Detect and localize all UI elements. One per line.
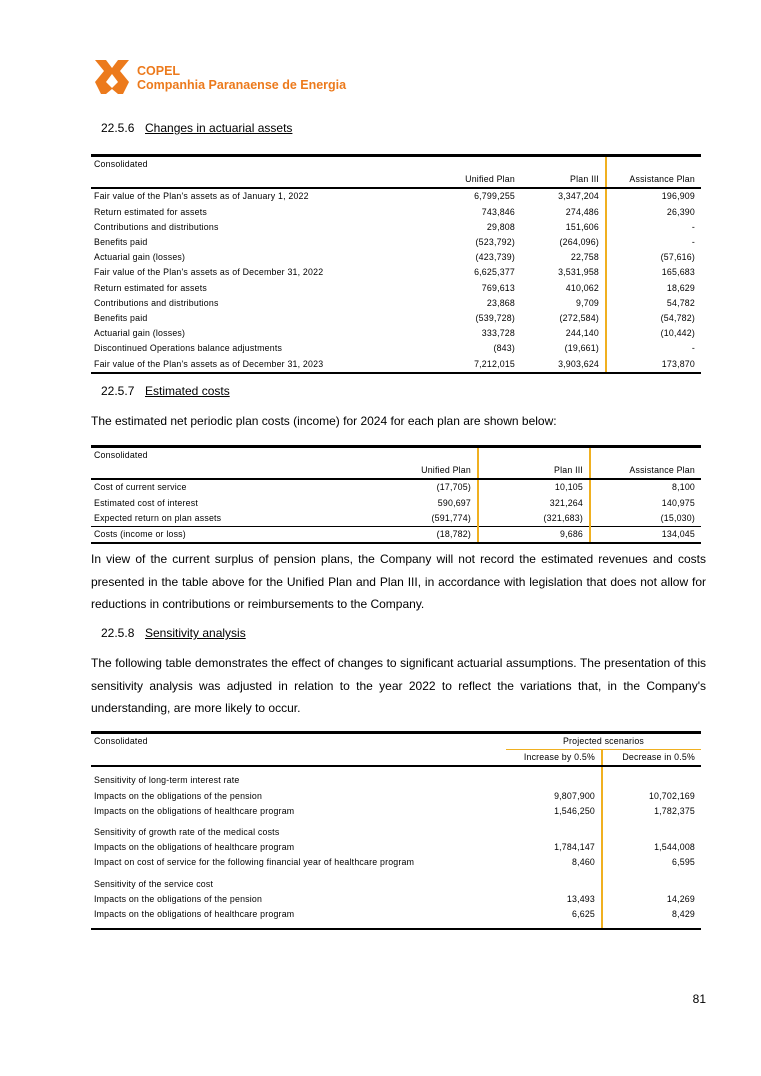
value-cell: (539,728) [475, 313, 515, 324]
value-cell: (272,584) [521, 311, 606, 326]
value-cell: 6,595 [671, 857, 695, 868]
group-title: Sensitivity of growth rate of the medical costs [94, 827, 280, 838]
column-header: Unified Plan [431, 172, 521, 188]
table-row [91, 840, 701, 855]
group-title: Sensitivity of long-term interest rate [94, 775, 240, 786]
value-cell: 743,846 [481, 206, 515, 217]
logo-name: COPEL [137, 64, 181, 78]
table-row [91, 235, 701, 250]
table-row [91, 357, 701, 373]
row-label: Estimated cost of interest [94, 497, 198, 508]
table-total-row [91, 527, 701, 544]
group-title-row [91, 825, 701, 840]
section-title: Changes in actuarial assets [145, 121, 293, 135]
column-header: Increase by 0.5% [506, 750, 602, 767]
table-row [91, 341, 701, 356]
column-header: Unified Plan [391, 463, 478, 479]
value-cell: 23,868 [486, 297, 515, 308]
table-row [91, 855, 701, 870]
value-cell: 3,531,958 [521, 265, 606, 280]
table-label: Consolidated [91, 733, 506, 750]
row-label: Fair value of the Plan's assets as of December 31, 2022 [94, 267, 324, 278]
table-body [91, 766, 701, 929]
value-cell: 8,429 [671, 909, 695, 920]
value-cell: 165,683 [661, 267, 695, 278]
row-label: Return estimated for assets [94, 282, 207, 293]
table-label-row [91, 733, 701, 750]
value-cell: 1,546,250 [506, 804, 602, 819]
row-label: Cost of current service [94, 482, 187, 493]
value-cell: (57,616) [660, 252, 695, 263]
value-cell: (54,782) [660, 313, 695, 324]
total-cell: (18,782) [391, 527, 478, 544]
estimated-costs-table [91, 445, 701, 544]
table-label: Consolidated [91, 447, 391, 464]
row-label: Return estimated for assets [94, 206, 207, 217]
section-title: Sensitivity analysis [145, 626, 246, 640]
group-header: Projected scenarios [506, 733, 701, 750]
value-cell: 1,784,147 [506, 840, 602, 855]
row-label: Benefits paid [94, 313, 148, 324]
value-cell: - [691, 237, 695, 248]
section-heading-sensitivity [101, 626, 246, 640]
row-label: Impacts on the obligations of the pension [94, 893, 263, 904]
total-cell: 9,686 [478, 527, 590, 544]
value-cell: 1,544,008 [654, 842, 695, 853]
table-body [91, 188, 701, 372]
row-label: Benefits paid [94, 237, 148, 248]
table-header-row [91, 463, 701, 479]
group-title-row [91, 773, 701, 788]
value-cell: 140,975 [661, 497, 695, 508]
value-cell: 6,799,255 [474, 191, 515, 202]
section-heading-estimated-costs [101, 384, 230, 398]
row-label: Expected return on plan assets [94, 512, 222, 523]
page-number: 81 [692, 992, 706, 1006]
column-header: Plan III [521, 172, 606, 188]
value-cell: 1,782,375 [654, 805, 695, 816]
value-cell: 244,140 [521, 326, 606, 341]
table-row [91, 296, 701, 311]
logo-company-name: Companhia Paranaense de Energia [137, 78, 347, 92]
total-cell: 134,045 [590, 527, 701, 544]
table-row [91, 281, 701, 296]
value-cell: 29,808 [486, 221, 515, 232]
value-cell: (591,774) [391, 511, 478, 527]
table-row [91, 250, 701, 265]
row-label: Fair value of the Plan's assets as of January 1, 2022 [94, 191, 309, 202]
value-cell: 333,728 [481, 328, 515, 339]
column-header: Assistance Plan [606, 172, 701, 188]
value-cell: 321,264 [478, 496, 590, 511]
value-cell: 3,347,204 [521, 188, 606, 204]
row-label: Impacts on the obligations of the pension [94, 790, 263, 801]
value-cell: 410,062 [521, 281, 606, 296]
table-row [91, 188, 701, 204]
value-cell: - [691, 343, 695, 354]
table-row [91, 311, 701, 326]
value-cell: 769,613 [481, 282, 515, 293]
value-cell: (15,030) [660, 512, 695, 523]
section-number: 22.5.8 [101, 626, 135, 640]
column-header: Decrease in 0.5% [602, 750, 701, 767]
row-label: Actuarial gain (losses) [94, 328, 186, 339]
estimated-costs-note: In view of the current surplus of pension plans, the Company will not record the estimated revenues and costs presented in the table above for the Unified Plan and Plan III, in accordance with legislation that does not allow for reductions in contributions or reimbursements to the Company. [91, 552, 706, 611]
value-cell: 6,625 [506, 907, 602, 922]
table-row [91, 789, 701, 804]
value-cell: (19,661) [521, 341, 606, 356]
value-cell: 173,870 [606, 357, 701, 373]
value-cell: - [691, 221, 695, 232]
spacer-row [91, 766, 701, 773]
row-label: Contributions and distributions [94, 297, 219, 308]
value-cell: 9,709 [521, 296, 606, 311]
row-label: Contributions and distributions [94, 221, 219, 232]
value-cell: (423,739) [475, 252, 515, 263]
value-cell: 14,269 [666, 893, 695, 904]
sensitivity-table [91, 731, 701, 930]
value-cell: 18,629 [666, 282, 695, 293]
table-header-row [91, 172, 701, 188]
table-row [91, 496, 701, 511]
table-body [91, 479, 701, 526]
value-cell: 8,100 [671, 482, 695, 493]
row-label: Discontinued Operations balance adjustments [94, 343, 283, 354]
value-cell: 10,702,169 [648, 790, 695, 801]
value-cell: 26,390 [666, 206, 695, 217]
table-row [91, 265, 701, 280]
table-label-row [91, 156, 701, 173]
value-cell: (321,683) [478, 511, 590, 527]
value-cell: 590,697 [391, 496, 478, 511]
value-cell: (17,705) [391, 479, 478, 495]
copel-logo-icon [94, 60, 130, 94]
section-number: 22.5.6 [101, 121, 135, 135]
value-cell: (10,442) [660, 328, 695, 339]
group-title-row [91, 877, 701, 892]
table-row [91, 326, 701, 341]
table-header-row [91, 750, 701, 767]
row-label: Impacts on the obligations of healthcare program [94, 805, 295, 816]
value-cell: 196,909 [661, 191, 695, 202]
table-label-row [91, 447, 701, 464]
value-cell: 6,625,377 [474, 267, 515, 278]
sensitivity-intro: The following table demonstrates the effect of changes to significant actuarial assumptions. The presentation of this sensitivity analysis was adjusted in relation to the year 2022 to reflect the variations that, in the Company's understanding, are more likely to occur. [91, 656, 706, 715]
value-cell: 151,606 [521, 220, 606, 235]
table-row [91, 220, 701, 235]
value-cell: 13,493 [506, 892, 602, 907]
actuarial-assets-table [91, 154, 701, 374]
value-cell: 3,903,624 [521, 357, 606, 373]
table-label: Consolidated [91, 156, 431, 173]
value-cell: (264,096) [521, 235, 606, 250]
value-cell: (843) [493, 343, 515, 354]
total-label: Costs (income or loss) [91, 527, 391, 544]
section-heading-actuarial-assets [101, 121, 292, 135]
value-cell: 9,807,900 [506, 789, 602, 804]
value-cell: 54,782 [666, 297, 695, 308]
section-title: Estimated costs [145, 384, 230, 398]
value-cell: 10,105 [478, 479, 590, 495]
table-row [91, 205, 701, 220]
value-cell: 274,486 [521, 205, 606, 220]
spacer-row [91, 922, 701, 929]
table-row [91, 907, 701, 922]
column-header: Assistance Plan [590, 463, 701, 479]
table-row [91, 892, 701, 907]
value-cell: 7,212,015 [431, 357, 521, 373]
column-header: Plan III [478, 463, 590, 479]
table-row [91, 511, 701, 527]
table-row [91, 479, 701, 495]
row-label: Impacts on the obligations of healthcare program [94, 909, 295, 920]
estimated-costs-intro: The estimated net periodic plan costs (income) for 2024 for each plan are shown below: [91, 414, 557, 428]
value-cell: (523,792) [475, 237, 515, 248]
group-title: Sensitivity of the service cost [94, 878, 214, 889]
row-label: Fair value of the Plan's assets as of December 31, 2023 [91, 357, 431, 373]
table-row [91, 804, 701, 819]
row-label: Impacts on the obligations of healthcare program [94, 842, 295, 853]
row-label: Actuarial gain (losses) [94, 252, 186, 263]
value-cell: 8,460 [506, 855, 602, 870]
section-number: 22.5.7 [101, 384, 135, 398]
row-label: Impact on cost of service for the following financial year of healthcare program [94, 857, 415, 868]
value-cell: 22,758 [521, 250, 606, 265]
